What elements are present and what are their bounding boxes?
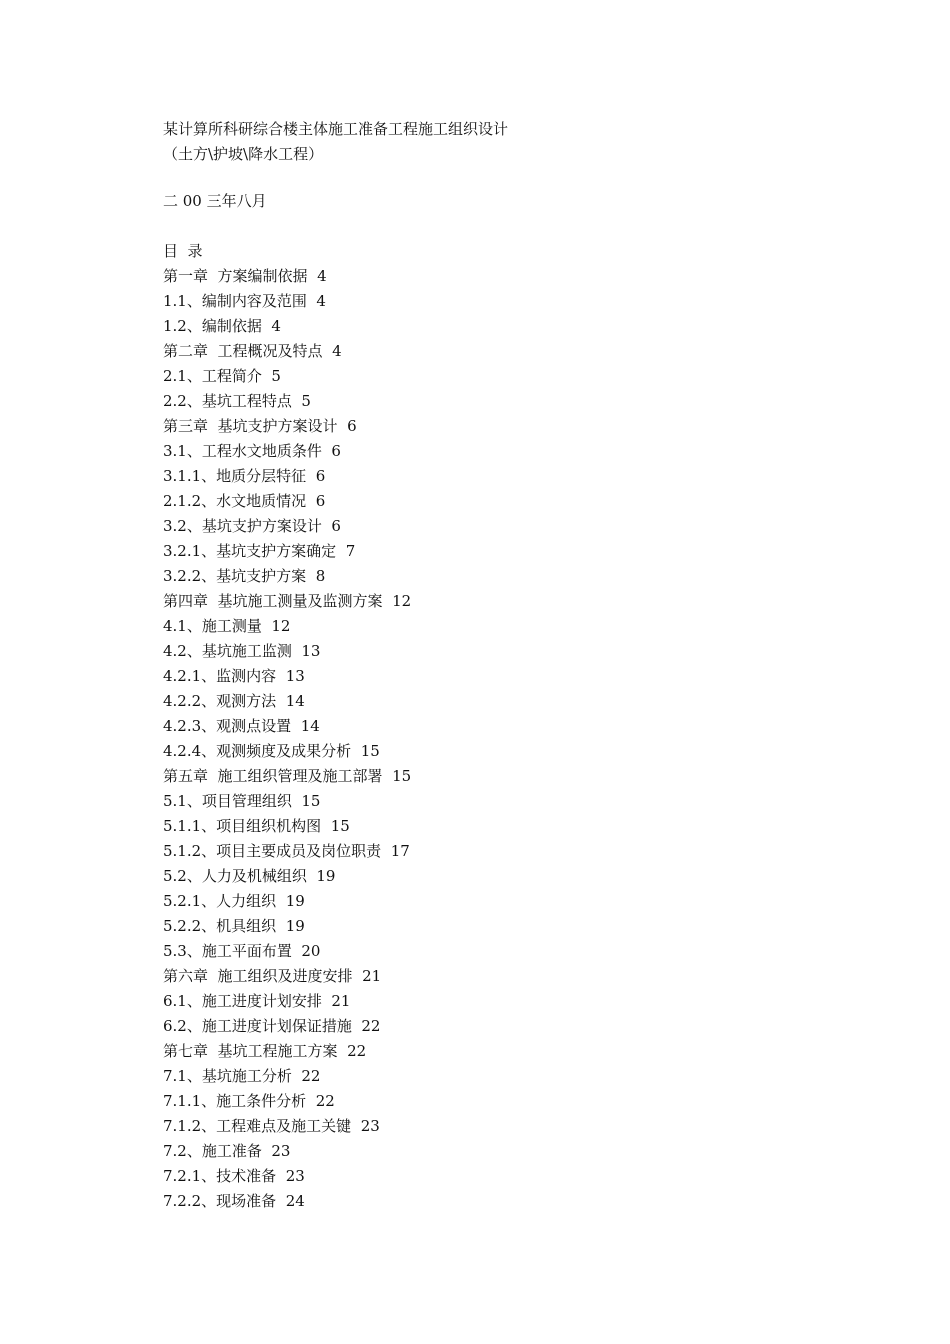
toc-entry: 第五章 施工组织管理及施工部署 15: [163, 767, 412, 785]
document-date: 二 00 三年八月: [163, 192, 267, 210]
toc-entry: 5.2.2、机具组织 19: [163, 917, 305, 935]
toc-entry: 第二章 工程概况及特点 4: [163, 342, 342, 360]
toc-entry: 7.1.1、施工条件分析 22: [163, 1092, 335, 1110]
toc-entry: 第一章 方案编制依据 4: [163, 267, 327, 285]
toc-entry: 3.1.1、地质分层特征 6: [163, 467, 326, 485]
toc-heading: 目 录: [163, 242, 203, 260]
toc-entry: 2.1、工程简介 5: [163, 367, 281, 385]
toc-entry: 2.1.2、水文地质情况 6: [163, 492, 326, 510]
toc-entry: 7.2.1、技术准备 23: [163, 1167, 305, 1185]
date-block: [163, 189, 267, 214]
toc-entry: 7.1.2、工程难点及施工关键 23: [163, 1117, 380, 1135]
toc-entry: 7.1、基坑施工分析 22: [163, 1067, 321, 1085]
toc-entry: 5.1.1、项目组织机构图 15: [163, 817, 350, 835]
toc-entry: 4.2、基坑施工监测 13: [163, 642, 321, 660]
toc-entry: 3.2.1、基坑支护方案确定 7: [163, 542, 356, 560]
title-block: [163, 117, 508, 167]
toc-entry: 3.1、工程水文地质条件 6: [163, 442, 341, 460]
toc-entry: 第三章 基坑支护方案设计 6: [163, 417, 357, 435]
toc-entry: 4.2.4、观测频度及成果分析 15: [163, 742, 380, 760]
document-title: 某计算所科研综合楼主体施工准备工程施工组织设计: [163, 120, 509, 138]
document-subtitle: （土方\护坡\降水工程）: [163, 145, 324, 163]
toc-entry: 7.2.2、现场准备 24: [163, 1192, 305, 1210]
toc-entry: 第四章 基坑施工测量及监测方案 12: [163, 592, 412, 610]
toc-entry: 3.2、基坑支护方案设计 6: [163, 517, 341, 535]
toc-entry: 5.2.1、人力组织 19: [163, 892, 305, 910]
toc-entry: 1.2、编制依据 4: [163, 317, 281, 335]
toc-entry: 3.2.2、基坑支护方案 8: [163, 567, 326, 585]
toc-entry: 1.1、编制内容及范围 4: [163, 292, 326, 310]
toc-entry: 5.3、施工平面布置 20: [163, 942, 321, 960]
toc-entry: 6.1、施工进度计划安排 21: [163, 992, 351, 1010]
toc-entry: 4.2.3、观测点设置 14: [163, 717, 320, 735]
toc-entry: 4.1、施工测量 12: [163, 617, 291, 635]
toc-entry: 5.2、人力及机械组织 19: [163, 867, 336, 885]
table-of-contents: [163, 239, 411, 1214]
toc-entry: 7.2、施工准备 23: [163, 1142, 291, 1160]
toc-entry: 第七章 基坑工程施工方案 22: [163, 1042, 367, 1060]
toc-entry: 5.1.2、项目主要成员及岗位职责 17: [163, 842, 410, 860]
toc-entry: 2.2、基坑工程特点 5: [163, 392, 311, 410]
toc-entry: 第六章 施工组织及进度安排 21: [163, 967, 382, 985]
toc-entry: 4.2.1、监测内容 13: [163, 667, 305, 685]
toc-entry: 6.2、施工进度计划保证措施 22: [163, 1017, 381, 1035]
toc-entry: 5.1、项目管理组织 15: [163, 792, 321, 810]
toc-entry: 4.2.2、观测方法 14: [163, 692, 305, 710]
